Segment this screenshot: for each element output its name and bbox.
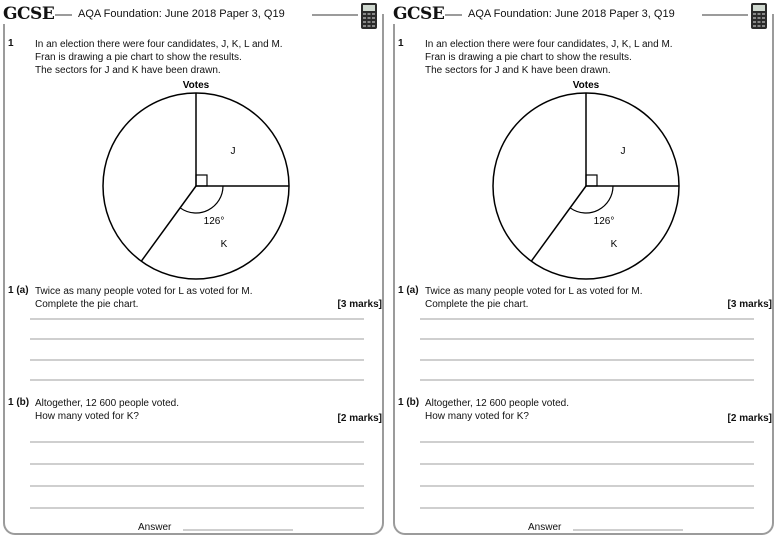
part-a-text: Twice as many people voted for L as voted for M. Complete the pie chart. <box>35 286 253 310</box>
question-intro: In an election there were four candidates, J, K, L and M. Fran is drawing a pie chart to show the results. The sectors for J and K have been drawn. <box>35 39 283 76</box>
part-a-marks: [3 marks] <box>727 299 772 310</box>
answer-label: Answer <box>138 522 172 533</box>
answer-label: Answer <box>528 522 562 533</box>
question-number: 1 <box>8 38 14 49</box>
working-line[interactable] <box>30 338 364 340</box>
right-angle-mark <box>586 175 597 186</box>
working-line[interactable] <box>420 485 754 487</box>
working-line[interactable] <box>420 507 754 509</box>
radius-k-end <box>141 186 196 261</box>
paper-title: AQA Foundation: June 2018 Paper 3, Q19 <box>468 8 675 20</box>
part-b-text: Altogether, 12 600 people voted. How many voted for K? <box>425 398 570 422</box>
part-a-label: 1 (a) <box>398 285 419 296</box>
working-line[interactable] <box>30 359 364 361</box>
gcse-logo: GCSE <box>3 4 55 24</box>
part-b-label: 1 (b) <box>398 397 420 408</box>
pie-chart <box>390 75 780 285</box>
part-a-text: Twice as many people voted for L as voted for M. Complete the pie chart. <box>425 286 643 310</box>
answer-line[interactable] <box>573 529 683 531</box>
chart-title: Votes <box>572 80 600 91</box>
working-line[interactable] <box>30 485 364 487</box>
pie-chart <box>0 75 390 285</box>
working-line[interactable] <box>420 359 754 361</box>
question-number: 1 <box>398 38 404 49</box>
gcse-logo: GCSE <box>393 4 445 24</box>
part-b-label: 1 (b) <box>8 397 30 408</box>
angle-label: 126° <box>203 216 225 227</box>
working-line[interactable] <box>30 318 364 320</box>
part-a-marks: [3 marks] <box>337 299 382 310</box>
working-line[interactable] <box>420 318 754 320</box>
working-line[interactable] <box>420 379 754 381</box>
angle-label: 126° <box>593 216 615 227</box>
worksheet-panel-right <box>390 0 780 540</box>
slice-label-k: K <box>220 239 228 250</box>
slice-label-j: J <box>230 146 236 157</box>
working-line[interactable] <box>30 441 364 443</box>
working-line[interactable] <box>420 463 754 465</box>
working-line[interactable] <box>420 338 754 340</box>
working-line[interactable] <box>30 463 364 465</box>
slice-label-j: J <box>620 146 626 157</box>
part-a-label: 1 (a) <box>8 285 29 296</box>
working-line[interactable] <box>30 379 364 381</box>
part-b-text: Altogether, 12 600 people voted. How many voted for K? <box>35 398 180 422</box>
chart-title: Votes <box>182 80 210 91</box>
part-b-marks: [2 marks] <box>727 413 772 424</box>
radius-k-end <box>531 186 586 261</box>
right-angle-mark <box>196 175 207 186</box>
question-intro: In an election there were four candidates, J, K, L and M. Fran is drawing a pie chart to show the results. The sectors for J and K have been drawn. <box>425 39 673 76</box>
paper-title: AQA Foundation: June 2018 Paper 3, Q19 <box>78 8 285 20</box>
answer-line[interactable] <box>183 529 293 531</box>
part-b-marks: [2 marks] <box>337 413 382 424</box>
slice-label-k: K <box>610 239 618 250</box>
calculator-icon <box>750 2 768 30</box>
working-line[interactable] <box>420 441 754 443</box>
calculator-icon <box>360 2 378 30</box>
working-line[interactable] <box>30 507 364 509</box>
